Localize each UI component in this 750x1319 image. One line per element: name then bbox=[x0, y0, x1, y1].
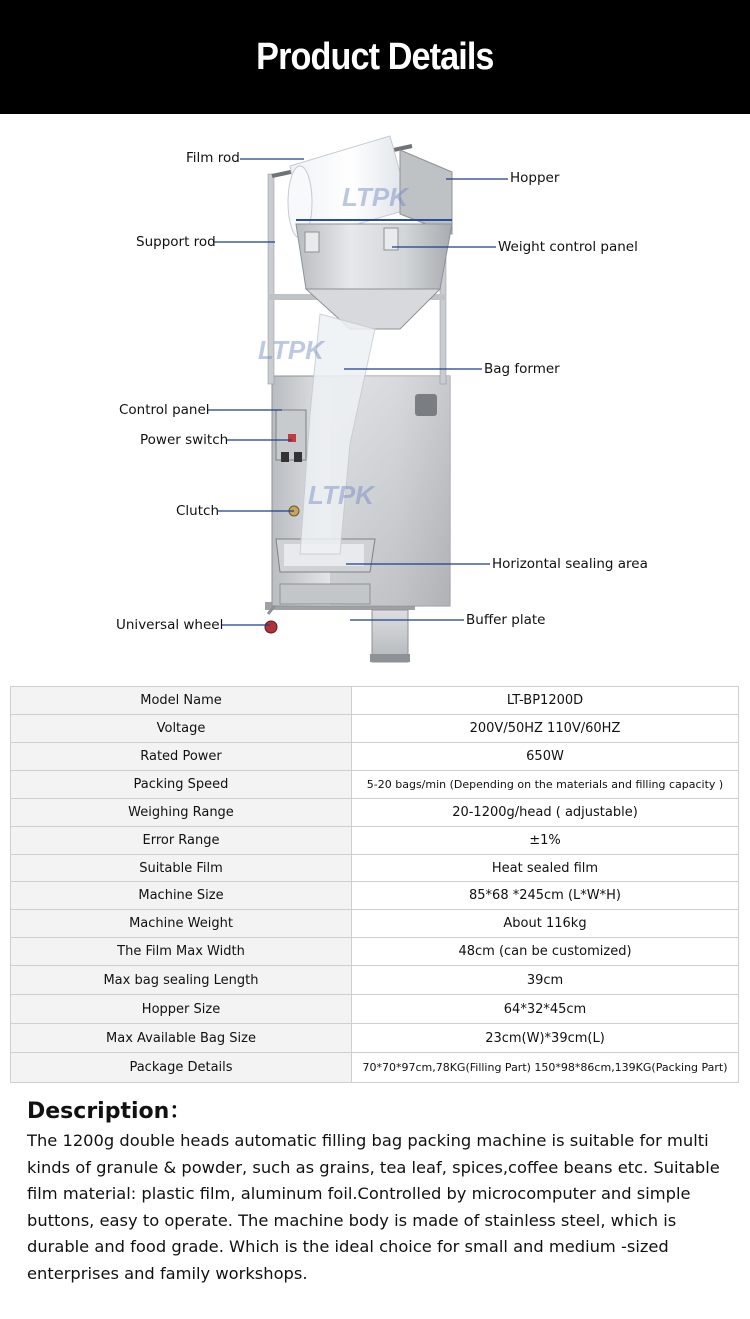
spec-value: 650W bbox=[352, 743, 739, 771]
spec-value: 48cm (can be customized) bbox=[352, 938, 739, 966]
callout-clutch: Clutch bbox=[176, 503, 220, 519]
spec-value: 23cm(W)*39cm(L) bbox=[352, 1024, 739, 1053]
spec-value: 64*32*45cm bbox=[352, 995, 739, 1024]
table-row bbox=[11, 910, 739, 938]
spec-label: Hopper Size bbox=[11, 995, 352, 1024]
spec-label: Packing Speed bbox=[11, 771, 352, 799]
callout-film-rod: Film rod bbox=[186, 150, 240, 166]
spec-label: Weighing Range bbox=[11, 799, 352, 827]
description-text: The 1200g double heads automatic filling bag packing machine is suitable for multi kinds of granule & powder, such as grains, tea leaf, spices,coffee beans etc. Suitable film material: plastic film, aluminum foil.Controlled by microcomputer and simple buttons, easy to operate. The machine body is made of stainless steel, which is durable and food grade. Which is the ideal choice for small and medium -sized enterprises and family workshops. bbox=[27, 1131, 720, 1283]
callout-horizontal-sealing-area: Horizontal sealing area bbox=[492, 556, 648, 572]
spec-label: The Film Max Width bbox=[11, 938, 352, 966]
table-row bbox=[11, 1053, 739, 1083]
description-title: Description： bbox=[27, 1099, 192, 1124]
wheel-left bbox=[265, 621, 277, 633]
table-row bbox=[11, 715, 739, 743]
spec-label: Max bag sealing Length bbox=[11, 966, 352, 995]
spec-label: Machine Size bbox=[11, 882, 352, 910]
spec-label: Suitable Film bbox=[11, 855, 352, 882]
spec-value: LT-BP1200D bbox=[352, 687, 739, 715]
table-row bbox=[11, 827, 739, 855]
spec-label: Model Name bbox=[11, 687, 352, 715]
spec-value: 85*68 *245cm (L*W*H) bbox=[352, 882, 739, 910]
table-row bbox=[11, 743, 739, 771]
table-row bbox=[11, 966, 739, 995]
spec-value: 5-20 bags/min (Depending on the materials and filling capacity ) bbox=[352, 771, 739, 799]
callout-bag-former: Bag former bbox=[484, 361, 560, 377]
watermark-text: LTPK bbox=[258, 335, 324, 365]
spec-label: Package Details bbox=[11, 1053, 352, 1083]
spec-value: About 116kg bbox=[352, 910, 739, 938]
spec-label: Voltage bbox=[11, 715, 352, 743]
table-row bbox=[11, 799, 739, 827]
spec-value: 70*70*97cm,78KG(Filling Part) 150*98*86cm,139KG(Packing Part) bbox=[352, 1053, 739, 1083]
callout-power-switch: Power switch bbox=[140, 432, 229, 448]
table-row bbox=[11, 771, 739, 799]
watermark-text: LTPK bbox=[308, 480, 374, 510]
spec-label: Max Available Bag Size bbox=[11, 1024, 352, 1053]
table-row bbox=[11, 882, 739, 910]
table-row bbox=[11, 855, 739, 882]
machine-figure bbox=[0, 114, 750, 674]
spec-table bbox=[10, 686, 739, 1083]
spec-value: 200V/50HZ 110V/60HZ bbox=[352, 715, 739, 743]
callout-control-panel: Control panel bbox=[119, 402, 210, 418]
weight-display-left bbox=[305, 232, 319, 252]
spec-value: Heat sealed film bbox=[352, 855, 739, 882]
callout-buffer-plate: Buffer plate bbox=[466, 612, 546, 628]
header-banner bbox=[0, 0, 750, 114]
table-row bbox=[11, 1024, 739, 1053]
callout-hopper: Hopper bbox=[510, 170, 560, 186]
spec-label: Rated Power bbox=[11, 743, 352, 771]
table-row bbox=[11, 938, 739, 966]
spec-value: 39cm bbox=[352, 966, 739, 995]
spec-label: Error Range bbox=[11, 827, 352, 855]
callout-support-rod: Support rod bbox=[136, 234, 216, 250]
table-row bbox=[11, 995, 739, 1024]
page-title: Product Details bbox=[256, 35, 494, 78]
buffer-plate bbox=[280, 584, 370, 604]
table-row bbox=[11, 687, 739, 715]
callout-weight-control-panel: Weight control panel bbox=[498, 239, 638, 255]
spec-value: 20-1200g/head ( adjustable) bbox=[352, 799, 739, 827]
spec-value: ±1% bbox=[352, 827, 739, 855]
callout-universal-wheel: Universal wheel bbox=[116, 617, 224, 633]
spec-label: Machine Weight bbox=[11, 910, 352, 938]
machine-illustration bbox=[0, 114, 750, 674]
power-switch-icon bbox=[288, 434, 296, 442]
watermark-text: LTPK bbox=[342, 182, 408, 212]
